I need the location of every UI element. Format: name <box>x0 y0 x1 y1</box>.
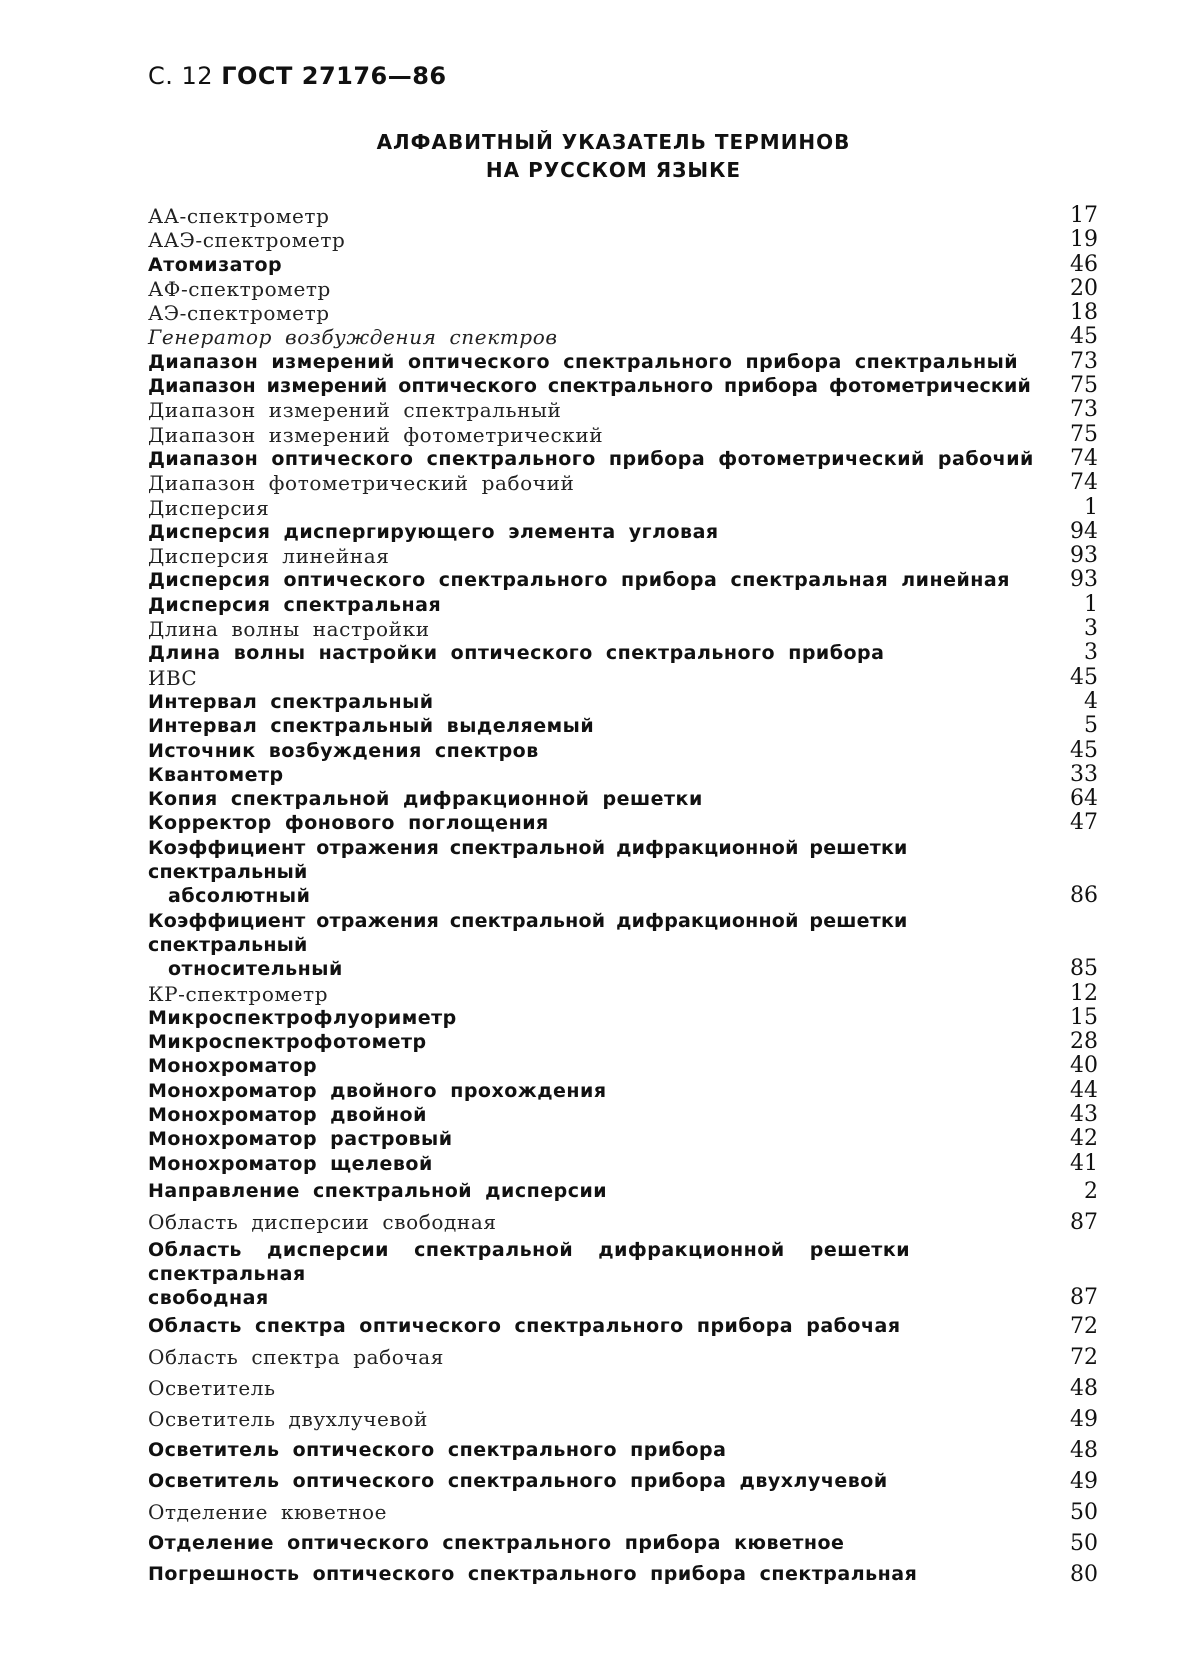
index-page-ref: 94 <box>1070 518 1098 544</box>
index-term: Область дисперсии свободная <box>148 1209 497 1234</box>
index-page-ref: 33 <box>1070 761 1098 787</box>
index-page-ref: 1 <box>1084 591 1098 617</box>
index-entry <box>148 714 1098 738</box>
index-entry <box>148 1103 1098 1127</box>
index-entry <box>148 228 1098 252</box>
term-index-list <box>148 204 1098 1590</box>
index-entry <box>148 350 1098 374</box>
index-term: Осветитель оптического спектрального прибора двухлучевой <box>148 1469 888 1492</box>
index-page-ref: 28 <box>1070 1029 1098 1055</box>
index-entry <box>148 763 1098 787</box>
index-entry <box>148 787 1098 811</box>
index-term: Осветитель <box>148 1375 276 1400</box>
index-page-ref: 45 <box>1070 324 1098 350</box>
index-page-ref: 2 <box>1084 1178 1098 1204</box>
index-page-ref: 50 <box>1070 1499 1098 1525</box>
index-term: Коэффициент отражения спектральной дифракционной решетки спектральный <box>148 909 908 956</box>
index-entry <box>148 374 1098 398</box>
index-page-ref: 72 <box>1070 1313 1098 1339</box>
index-entry <box>148 447 1098 471</box>
index-title-line1: АЛФАВИТНЫЙ УКАЗАТЕЛЬ ТЕРМИНОВ <box>376 130 851 154</box>
index-term-continuation: свободная <box>148 1287 269 1310</box>
page-header <box>148 62 447 90</box>
index-term: Квантометр <box>148 763 284 786</box>
index-term: Микроспектрофлуориметр <box>148 1006 457 1029</box>
index-term: Атомизатор <box>148 253 283 276</box>
index-page-ref: 5 <box>1084 713 1098 739</box>
index-entry <box>148 277 1098 301</box>
index-term: Интервал спектральный выделяемый <box>148 715 595 738</box>
index-entry <box>148 1497 1098 1528</box>
index-entry <box>148 1528 1098 1559</box>
index-entry <box>148 301 1098 325</box>
index-entry <box>148 325 1098 349</box>
index-page-ref: 49 <box>1070 1468 1098 1494</box>
index-term: Отделение оптического спектрального прибора кюветное <box>148 1531 845 1554</box>
index-page-ref: 48 <box>1070 1437 1098 1463</box>
index-entry <box>148 253 1098 277</box>
index-page-ref: 87 <box>1070 1209 1098 1235</box>
index-term: Коэффициент отражения спектральной дифракционной решетки спектральный <box>148 836 908 884</box>
index-term: Интервал спектральный <box>148 690 434 713</box>
index-term: Корректор фонового поглощения <box>148 812 549 835</box>
index-entry <box>148 666 1098 690</box>
index-page-ref: 12 <box>1070 980 1098 1006</box>
index-term-continuation: абсолютный <box>168 885 311 908</box>
index-term: Генератор возбуждения спектров <box>148 325 558 350</box>
index-entry <box>148 496 1098 520</box>
index-page-ref: 45 <box>1070 664 1098 690</box>
index-term: АА-спектрометр <box>148 204 330 228</box>
page-number: С. 12 <box>148 62 214 90</box>
index-entry <box>148 1311 1098 1342</box>
index-page-ref: 3 <box>1084 616 1098 642</box>
index-entry <box>148 544 1098 568</box>
index-term: КР-спектрометр <box>148 981 329 1006</box>
index-entry <box>148 739 1098 763</box>
index-term: Погрешность оптического спектрального прибора спектральная <box>148 1562 918 1585</box>
index-page-ref: 80 <box>1070 1561 1098 1587</box>
index-term: Длина волны настройки <box>148 617 430 642</box>
index-page-ref: 85 <box>1070 956 1098 982</box>
index-page-ref: 86 <box>1070 883 1098 909</box>
index-entry <box>148 1342 1098 1373</box>
index-term: Область дисперсии спектральной дифракционной решетки спектральная <box>148 1238 911 1286</box>
index-term: Дисперсия оптического спектрального прибора спектральная линейная <box>148 569 1010 592</box>
index-page-ref: 75 <box>1070 373 1098 399</box>
index-entry <box>148 1054 1098 1078</box>
index-entry <box>148 1207 1098 1238</box>
index-term: Осветитель оптического спектрального прибора <box>148 1438 727 1461</box>
index-entry <box>148 1030 1098 1054</box>
index-page-ref: 74 <box>1070 445 1098 471</box>
index-page-ref: 47 <box>1070 810 1098 836</box>
index-entry <box>148 836 1098 909</box>
index-term: Длина волны настройки оптического спектрального прибора <box>148 642 885 665</box>
index-entry <box>148 1238 1098 1311</box>
index-entry <box>148 1373 1098 1404</box>
index-term: Диапазон измерений фотометрический <box>148 422 604 447</box>
index-term: Дисперсия спектральная <box>148 593 442 616</box>
index-page-ref: 73 <box>1070 348 1098 374</box>
index-entry <box>148 1466 1098 1497</box>
index-page-ref: 75 <box>1070 421 1098 447</box>
index-term: Источник возбуждения спектров <box>148 739 539 762</box>
index-page-ref: 43 <box>1070 1101 1098 1127</box>
index-page-ref: 87 <box>1070 1285 1098 1311</box>
index-term: Диапазон измерений оптического спектрального прибора спектральный <box>148 350 1019 373</box>
index-entry <box>148 520 1098 544</box>
index-term-continuation: относительный <box>168 958 343 981</box>
index-term: Монохроматор двойной <box>148 1103 427 1126</box>
index-entry <box>148 1435 1098 1466</box>
index-entry <box>148 690 1098 714</box>
index-entry <box>148 1176 1098 1207</box>
index-page-ref: 4 <box>1084 688 1098 714</box>
index-page-ref: 40 <box>1070 1053 1098 1079</box>
index-entry <box>148 1079 1098 1103</box>
index-term: Монохроматор щелевой <box>148 1152 433 1175</box>
index-entry <box>148 617 1098 641</box>
index-page-ref: 73 <box>1070 397 1098 423</box>
index-page-ref: 17 <box>1070 203 1098 228</box>
standard-id: ГОСТ 27176—86 <box>221 62 447 90</box>
index-entry <box>148 423 1098 447</box>
index-entry <box>148 641 1098 665</box>
index-page-ref: 64 <box>1070 786 1098 812</box>
index-term: Микроспектрофотометр <box>148 1031 427 1054</box>
index-term: ААЭ-спектрометр <box>148 228 346 253</box>
index-page-ref: 72 <box>1070 1344 1098 1370</box>
index-entry <box>148 593 1098 617</box>
index-page-ref: 41 <box>1070 1150 1098 1176</box>
index-entry <box>148 811 1098 835</box>
index-entry <box>148 1006 1098 1030</box>
index-entry <box>148 568 1098 592</box>
index-page-ref: 45 <box>1070 737 1098 763</box>
index-page-ref: 93 <box>1070 543 1098 569</box>
index-entry <box>148 1559 1098 1590</box>
index-term: Осветитель двухлучевой <box>148 1406 428 1431</box>
index-term: Монохроматор <box>148 1055 318 1078</box>
index-entry <box>148 471 1098 495</box>
index-entry <box>148 398 1098 422</box>
index-page-ref: 42 <box>1070 1126 1098 1152</box>
index-term: Диапазон фотометрический рабочий <box>148 471 575 496</box>
index-term: Дисперсия диспергирующего элемента угловая <box>148 520 719 543</box>
index-term: Монохроматор растровый <box>148 1128 453 1151</box>
index-page-ref: 15 <box>1070 1004 1098 1030</box>
index-term: Копия спектральной дифракционной решетки <box>148 788 703 811</box>
index-page-ref: 46 <box>1070 251 1098 277</box>
index-term: Область спектра оптического спектрального прибора рабочая <box>148 1314 901 1337</box>
index-term: Направление спектральной дисперсии <box>148 1179 608 1202</box>
index-title-line2: НА РУССКОМ ЯЗЫКЕ <box>485 158 742 182</box>
index-page-ref: 3 <box>1084 640 1098 666</box>
index-page-ref: 1 <box>1084 494 1098 520</box>
index-page-ref: 49 <box>1070 1406 1098 1432</box>
index-term: Монохроматор двойного прохождения <box>148 1079 607 1102</box>
index-entry <box>148 909 1098 982</box>
index-term: Отделение кюветное <box>148 1499 388 1524</box>
index-page-ref: 18 <box>1070 300 1098 326</box>
index-term: АФ-спектрометр <box>148 276 331 301</box>
index-page-ref: 44 <box>1070 1077 1098 1103</box>
index-page-ref: 48 <box>1070 1375 1098 1401</box>
index-entry <box>148 1127 1098 1151</box>
index-term: ИВС <box>148 665 198 690</box>
index-term: Дисперсия <box>148 495 270 520</box>
index-term: Дисперсия линейная <box>148 544 390 569</box>
index-term: АЭ-спектрометр <box>148 301 330 326</box>
index-page-ref: 50 <box>1070 1530 1098 1556</box>
index-entry <box>148 1152 1098 1176</box>
index-page-ref: 93 <box>1070 567 1098 593</box>
index-term: Диапазон измерений спектральный <box>148 398 562 423</box>
index-page-ref: 19 <box>1070 227 1098 253</box>
index-page-ref: 20 <box>1070 275 1098 301</box>
index-term: Диапазон оптического спектрального прибора фотометрический рабочий <box>148 447 1034 470</box>
index-term: Диапазон измерений оптического спектрального прибора фотометрический <box>148 375 1032 398</box>
index-entry <box>148 204 1098 228</box>
index-entry <box>148 1404 1098 1435</box>
index-entry <box>148 982 1098 1006</box>
index-term: Область спектра рабочая <box>148 1344 444 1369</box>
index-page-ref: 74 <box>1070 470 1098 496</box>
